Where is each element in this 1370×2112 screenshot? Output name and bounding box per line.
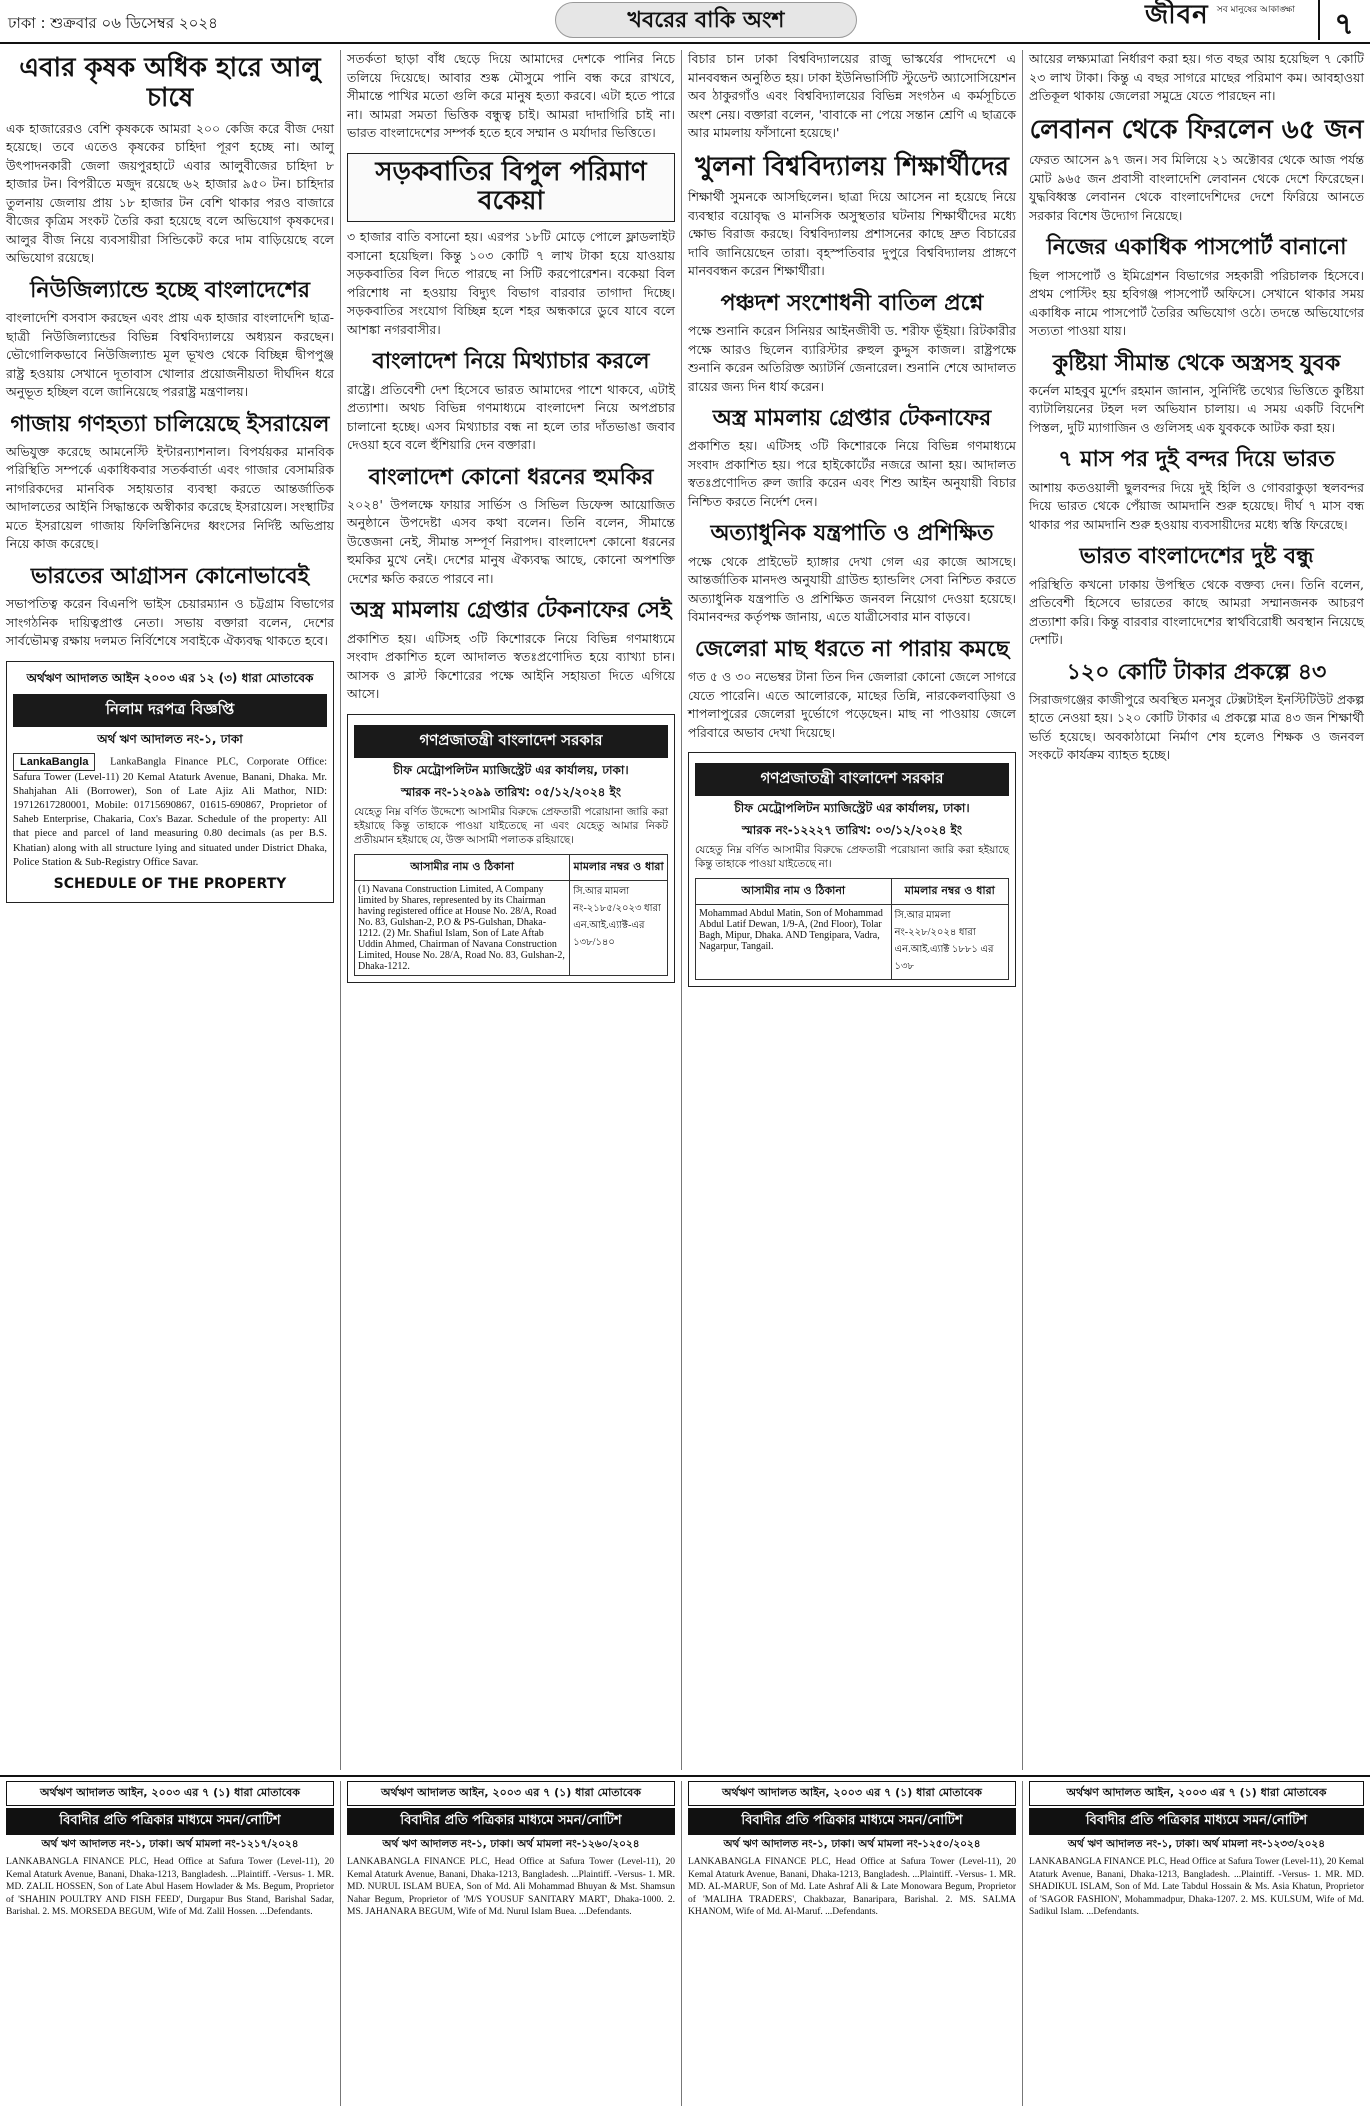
accused-table [695, 878, 1009, 980]
story-body: শিক্ষার্থী সুমনকে আসছিলেন। ছাত্রা দিয়ে আসেন না হয়েছে নিয়ে ব্যবস্থার বয়োবৃদ্ধ ও মানসিক অসুস্থতার ঘটনায় শিক্ষার্থীদের মধ্যে ক্ষোভ বিরাজ করছে। বিশ্ববিদ্যালয় প্রশাসনের কাছে দ্রুত বিচারের দাবি জানিয়েছেন তারা। বৃহস্পতিবার দুপুরে বিশ্ববিদ্যালয় প্রাঙ্গণে মানববন্ধন করেন শিক্ষার্থীরা। [688, 189, 1016, 279]
schedule-heading: SCHEDULE OF THE PROPERTY [53, 875, 287, 892]
notice-suit: অর্থ ঋণ আদালত নং-১, ঢাকা। অর্থ মামলা নং-১২৫০/২০২৪ [723, 1838, 981, 1850]
page-number: ৭ [1318, 0, 1368, 40]
story-body: পক্ষে শুনানি করেন সিনিয়র আইনজীবী ড. শরীফ ভূঁইয়া। রিটকারীর পক্ষে আরও ছিলেন ব্যারিস্টার রুহুল কুদ্দুস কাজল। রাষ্ট্রপক্ষে শুনানি করেন অতিরিক্ত অ্যাটর্নি জেনারেল। শুনানি শেষে আদালত রায়ের জন্য দিন ধার্য করেন। [688, 323, 1016, 394]
story-fishermen [688, 637, 1016, 742]
headline: নিজের একাধিক পাসপোর্ট বানানো [1046, 235, 1347, 261]
case-details: সি.আর মামলা নং-২২৮/২০২৪ ধারা এন.আই.এ্যাক্ট ১৮৮১ এর ১৩৮ [891, 905, 1009, 980]
auction-notice [6, 661, 334, 903]
headline: বাংলাদেশ নিয়ে মিথ্যাচার করলে [372, 349, 650, 375]
story-body: বিচার চান ঢাকা বিশ্ববিদ্যালয়ের রাজু ভাস্কর্যের পাদদেশে এ মানববন্ধন অনুষ্ঠিত হয়। ঢাকা ইউনিভার্সিটি স্টুডেন্ট অ্যাসোসিয়েশন অব ঠাকুরগাঁও এবং বিশ্ববিদ্যালয়ের বিভিন্ন সংগঠন এ কর্মসূচিতে অংশ নেয়। বক্তারা বলেন, 'বাবাকে না পেয়ে সন্তান শ্রেণি এ ছাত্রকে আর মামলায় ফাঁসানো হয়েছে।' [688, 51, 1016, 140]
summons-notice-2 [341, 1781, 682, 2106]
headline: গাজায় গণহত্যা চালিয়েছে ইসরায়েল [10, 411, 330, 437]
headline: সড়কবাতির বিপুল পরিমাণ বকেয়া [347, 153, 675, 223]
notice-act: অর্থঋণ আদালত আইন ২০০৩ এর ১২ (৩) ধারা মোতাবেক [26, 670, 314, 685]
accused-details: Mohammad Abdul Matin, Son of Mohammad Abdul Latif Dewan, 1/9-A, (2nd Floor), Tolar Bagh, Mipur, Dhaka. AND Tengipara, Vadra, Nagarpur, Tangail. [696, 905, 892, 980]
story-body: অভিযুক্ত করেছে আমনেস্টি ইন্টারন্যাশনাল। বিপর্যয়কর মানবিক পরিস্থিতি সম্পর্কে একাধিকবার সতর্কবার্তা এবং গাজার বেসামরিক নাগরিকদের মানবিক সহায়তার ব্যবস্থা করতে আন্তর্জাতিক আদালতের আইনি সিদ্ধান্তকে অস্বীকার করেছে ইসরায়েল। সংস্থাটির মতে ইসরায়েল গাজায় ফিলিস্তিনিদের ধ্বংসের নির্দিষ্ট অভিপ্রায় নিয়ে কাজ করেছে। [6, 443, 334, 552]
story-body: ৩ হাজার বাতি বসানো হয়। এরপর ১৮টি মোড়ে পোলে ফ্লাডলাইট বসানো হয়েছিল। কিন্তু ১০৩ কোটি ৭ লাখ টাকা হয়ে যাওয়ায় সড়কবাতির বিল দিতে পারছে না সিটি করপোরেশন। বকেয়া বিল পরিশোধ না হওয়ায় বিদ্যুৎ বিভাগ বারবার তাগাদা দিচ্ছে। সড়কবাতির সংযোগ বিচ্ছিন্ন হলে শহর অন্ধকারে ডুবে যাবে বলে আশঙ্কা নগরবাসীর। [347, 229, 675, 337]
headline: পঞ্চদশ সংশোধনী বাতিল প্রশ্নে [720, 290, 984, 316]
masthead-logo [1145, 2, 1295, 38]
story-teknaf-arrest [688, 406, 1016, 511]
story-body: প্রকাশিত হয়। এটিসহ ৩টি কিশোরকে নিয়ে বিভিন্ন গণমাধ্যমে সংবাদ প্রকাশিত হয়। পরে হাইকোর্টের নজরে আনা হয়। আদালত স্বতঃপ্রণোদিত রুল জারি করেন এবং শিশু আইন অনুযায়ী বিচার নিশ্চিত করতে নির্দেশ দেন। [688, 438, 1016, 509]
notice-text: LankaBangla Finance PLC, Corporate Office: Safura Tower (Level-11) 20 Kemal Ataturk Avenue, Banani, Dhaka. Mr. Shahjahan Ali (Borrower), Son of Late Ajiz Ali Mathor, NID: 19712617280001, Mobile: 01715690867, 01615-690867, Proprietor of Saheb Enterprise, Chakaria, Cox's Bazar. Schedule of the property: All that piece and parcel of land measuring 0.80 decimals (as per B.S. Khatian) along with all structure lying and situated under District Dhaka, Police Station & Sub-Registry Office Savar. [13, 756, 328, 868]
notice-act: অর্থঋণ আদালত আইন, ২০০৩ এর ৭ (১) ধারা মোতাবেক [688, 1781, 1016, 1806]
story-body: বাংলাদেশি বসবাস করছেন এবং প্রায় এক হাজার বাংলাদেশি ছাত্র-ছাত্রী নিউজিল্যান্ডের বিভিন্ন বিশ্ববিদ্যালয়ে অধ্যয়ন করছেন। ভৌগোলিকভাবে নিউজিল্যান্ড মূল ভূখণ্ড থেকে বিচ্ছিন্ন দ্বীপপুঞ্জ রাষ্ট্র হওয়ায় সেখানে দূতাবাস খোলার প্রয়োজনীয়তা দীর্ঘদিন ধরে অনুভূত হচ্ছিল বলে জানিয়েছে পররাষ্ট্র মন্ত্রণালয়। [6, 310, 334, 400]
notice-title: বিবাদীর প্রতি পত্রিকার মাধ্যমে সমন/নোটিশ [688, 1808, 1016, 1835]
accused-table [354, 854, 668, 976]
story-body: পক্ষে থেকে প্রাইভেট হ্যাঙ্গার দেখা গেল এর কাজে আসছে। আন্তর্জাতিক মানদণ্ড অনুযায়ী গ্রাউন্ড হ্যান্ডলিং সেবা নিশ্চিত করতে অত্যাধুনিক যন্ত্রপাতি ও প্রশিক্ষিত জনবল নিয়োগ দেওয়া হয়েছে। বিমানবন্দর কর্তৃপক্ষ জানায়, এতে যাত্রীসেবার মান বাড়বে। [688, 553, 1016, 625]
notice-title: বিবাদীর প্রতি পত্রিকার মাধ্যমে সমন/নোটিশ [347, 1808, 675, 1835]
notice-body: LANKABANGLA FINANCE PLC, Head Office at Safura Tower (Level-11), 20 Kemal Ataturk Avenue, Banani, Dhaka-1213, Bangladesh. ...Plaintiff. -Versus- 1. MR. MD. NURUL ISLAM BUEA, Son of Md. Ali Mohammad Bhuyan & Mst. Shamsun Nahar Begum, Proprietor of 'M/S YOUSUF SANITARY MART', Dhaka-1000. 2. MS. JAHANARA BEGUM, Wife of Md. Nurul Islam Buea. ...Defendants. [347, 1857, 675, 1918]
story-khulna-university [688, 153, 1016, 281]
story-body: ফেরত আসেন ৯৭ জন। সব মিলিয়ে ২১ অক্টোবর থেকে আজ পর্যন্ত মোট ৯৬৫ জন প্রবাসী বাংলাদেশি লেবানন থেকে দেশে ফিরেছেন। যুদ্ধবিধ্বস্ত লেবানন থেকে বাংলাদেশিদের দেশে ফিরিয়ে আনতে সরকার বিশেষ উদ্যোগ নিয়েছে। [1029, 152, 1364, 223]
page-header [0, 0, 1370, 44]
notice-body: যেহেতু নিম্ন বর্ণিত উদ্দেশ্যে আসামীর বিরুদ্ধে প্রেফতারী পরোয়ানা জারি করা হইয়াছে কিন্তু তাহাকে পাওয়া যাইতেছে না এবং যেহেতু আমার নিকট প্রতীয়মান হইয়াছে যে, উক্ত আসামী পলাতক রহিয়াছে। [354, 806, 668, 847]
summons-notice-3 [682, 1781, 1023, 2106]
notice-memo: স্মারক নং-১২০৯৯ তারিখ: ০৫/১২/২০২৪ ইং [400, 784, 622, 799]
story-body: আশায় কতওয়ালী ছুলবন্দর দিয়ে দুই হিলি ও গোবরাকুড়া স্থলবন্দর দিয়ে ভারত থেকে পেঁয়াজ আমদানি শুরু হয়েছে। দীর্ঘ ৭ মাস বন্ধ থাকার পর আমদানি শুরু হওয়ায় ব্যবসায়ীদের মধ্যে স্বস্তি ফিরেছে। [1029, 479, 1364, 532]
story-body: আয়ের লক্ষ্যমাত্রা নির্ধারণ করা হয়। গত বছর আয় হয়েছিল ৭ কোটি ২৩ লাখ টাকা। কিন্তু এ বছর সাগরে মাছের পরিমাণ কম। আবহাওয়া প্রতিকূল থাকায় জেলেরা সমুদ্রে যেতে পারছেন না। [1029, 51, 1364, 103]
notice-court: অর্থ ঋণ আদালত নং-১, ঢাকা [97, 731, 243, 746]
court-notice [688, 752, 1016, 987]
story-du-rally [688, 50, 1016, 143]
headline: ১২০ কোটি টাকার প্রকল্পে ৪৩ [1066, 659, 1327, 685]
story-body: গত ৫ ও ৩০ নভেম্বর টানা তিন দিন জেলারা কোনো জেলে সাগরে যেতে পারেনি। এতে আলোরকে, মাছের তিন্নি, নারকেলবাড়িয়া ও শাপলাপুরের জেলেরা দুর্ভোগে পড়েছেন। মাছ না পাওয়ায় জেলে পরিবারে অভাব দেখা দিয়েছে। [688, 669, 1016, 740]
headline: বাংলাদেশ কোনো ধরনের হুমকির [368, 464, 654, 490]
summons-notice-4 [1023, 1781, 1370, 2106]
notice-title: বিবাদীর প্রতি পত্রিকার মাধ্যমে সমন/নোটিশ [1029, 1808, 1364, 1835]
issue-date: ঢাকা : শুক্রবার ০৬ ডিসেম্বর ২০২৪ [8, 14, 218, 32]
story-body: পরিস্থিতি কখনো ঢাকায় উপস্থিত থেকে বক্তব্য দেন। তিনি বলেন, প্রতিবেশী হিসেবে ভারতের কাছে আমরা সম্মানজনক আচরণ প্রত্যাশা করি। কিন্তু বারবার বাংলাদেশের স্বার্থবিরোধী অবস্থান নিয়েছে দেশটি। [1029, 576, 1364, 648]
story-bad-friend [1029, 544, 1364, 649]
column-3 [682, 50, 1022, 1770]
story-body: রাষ্ট্রে। প্রতিবেশী দেশ হিসেবে ভারত আমাদের পাশে থাকবে, এটাই প্রত্যাশা। অথচ বিভিন্ন গণমাধ্যমে বাংলাদেশ নিয়ে অপপ্রচার চালানো হচ্ছে। এসব মিথ্যাচার বন্ধ না হলে তার দাঁতভাঙা জবাব দেওয়া হবে বলে হুঁশিয়ারি দেন বক্তারা। [347, 381, 675, 453]
column-1 [0, 50, 340, 1770]
story-body: প্রকাশিত হয়। এটিসহ ৩টি কিশোরকে নিয়ে বিভিন্ন গণমাধ্যমে সংবাদ প্রকাশিত হলে আদালত স্বতঃপ্রণোদিত হয়ে ব্যাখ্যা চান। আসক ও ব্লাস্ট কিশোরের পক্ষে আইনি সহায়তা দিতে এগিয়ে আসে। [347, 630, 675, 702]
story-ports [1029, 447, 1364, 534]
notice-act: অর্থঋণ আদালত আইন, ২০০৩ এর ৭ (১) ধারা মোতাবেক [6, 1781, 334, 1806]
case-details: সি.আর মামলা নং-২১৮৫/২০২৩ ধারা এন.আই.এ্যাক্ট-এর ১৩৮/১৪০ [570, 881, 668, 976]
story-no-threat [347, 465, 675, 589]
notice-memo: স্মারক নং-১২২২৭ তারিখ: ০৩/১২/২০২৪ ইং [741, 823, 963, 838]
story-body: কর্নেল মাহবুব মুর্শেদ রহমান জানান, সুনির্দিষ্ট তথ্যের ভিত্তিতে কুষ্টিয়া ব্যাটালিয়নের টহল দল অভিযান চালায়। এ সময় একটি বিদেশি পিস্তল, দুটি ম্যাগাজিন ও গুলিসহ এক যুবককে আটক করা হয়। [1029, 382, 1364, 435]
story-body: সতর্কতা ছাড়া বাঁধ ছেড়ে দিয়ে আমাদের দেশকে পানির নিচে তলিয়ে দিয়েছে। আবার শুষ্ক মৌসুমে পানি বন্ধ করে রাখবে, সীমান্তে পাখির মতো গুলি করে মানুষ হত্যা করবে। এটা হতে পারে না। আমরা সমতা ভিত্তিক বন্ধুত্ব চাই। আমরা দাদাগিরি চাই না। ভারত বাংলাদেশের সম্পর্ক হতে হবে সম্মান ও মর্যাদার ভিত্তিতে। [347, 51, 675, 140]
notice-government: গণপ্রজাতন্ত্রী বাংলাদেশ সরকার [695, 763, 1009, 796]
headline: খুলনা বিশ্ববিদ্যালয় শিক্ষার্থীদের [695, 151, 1009, 182]
story-body: এক হাজারেরও বেশি কৃষককে আমরা ২০০ কেজি করে বীজ দেয়া হয়েছে। তবে এতেও কৃষকের চাহিদা পূরণ হচ্ছে না। আলু উৎপাদনকারী জেলা জয়পুরহাটে এবার আলুবীজের চাহিদা ৮ হাজার টন। বিপরীতে মজুদ রয়েছে ৬২ হাজার ৯৫০ টন। চাহিদার তুলনায় জেলায় প্রায় ১৮ হাজার টন বেশি থাকার পরও বাজারে বীজের কৃত্রিম সংকট তৈরি করা হয়েছে বলে অভিযোগ কৃষকদের। আলুর বীজ নিয়ে ব্যবসায়ীরা সিন্ডিকেট করে দাম বাড়িয়েছে বলে অভিযোগ রয়েছে। [6, 120, 334, 266]
table-row [696, 905, 1009, 980]
notice-body: LANKABANGLA FINANCE PLC, Head Office at Safura Tower (Level-11), 20 Kemal Ataturk Avenue, Banani, Dhaka-1213, Bangladesh. ...Plaintiff. -Versus- 1. MR. MD. SHADIKUL ISLAM, Son of Md. Late Tabdul Hossain & Ms. Asia Khatun, Proprietor of 'SAGOR FASHION', Mohammadpur, Dhaka-1207. 2. MS. KULSUM, Wife of Md. Sadikul Islam. ...Defendants. [1029, 1857, 1364, 1918]
story-project [1029, 660, 1364, 765]
lankabangla-logo: LankaBangla [13, 753, 95, 771]
notice-government: গণপ্রজাতন্ত্রী বাংলাদেশ সরকার [354, 725, 668, 758]
story-india-continued [347, 50, 675, 143]
section-title: খবরের বাকি অংশ [555, 2, 857, 38]
notice-body: যেহেতু নিম্ন বর্ণিত আসামীর বিরুদ্ধে প্রেফতারী পরোয়ানা জারি করা হইয়াছে কিন্তু তাহাকে পাওয়া যাইতেছে না। [695, 845, 1009, 871]
masthead-name: জীবন [1145, 0, 1209, 30]
story-body: ছিল পাসপোর্ট ও ইমিগ্রেশন বিভাগের সহকারী পরিচালক হিসেবে। প্রথম পোস্টিং হয় হবিগঞ্জ পাসপোর্ট অফিসে। সেখানে থাকার সময় একাধিক নামে পাসপোর্ট তৈরির অভিযোগ ওঠে। তদন্তে অভিযোগের সত্যতা পাওয়া যায়। [1029, 267, 1364, 339]
story-potato [6, 54, 334, 268]
story-body: সভাপতিত্ব করেন বিএনপি ভাইস চেয়ারম্যান ও চট্টগ্রাম বিভাগের সাংগঠনিক দায়িত্বপ্রাপ্ত নেতা। সভায় বক্তারা বলেন, দেশের সার্বভৌমত্ব রক্ষায় দলমত নির্বিশেষে সবাইকে ঐক্যবদ্ধ থাকতে হবে। [6, 596, 334, 649]
headline: ভারত বাংলাদেশের দুষ্ট বন্ধু [1079, 544, 1314, 570]
story-newzealand [6, 278, 334, 402]
notice-act: অর্থঋণ আদালত আইন, ২০০৩ এর ৭ (১) ধারা মোতাবেক [347, 1781, 675, 1806]
legal-notices-strip [0, 1775, 1370, 2112]
story-fish-revenue [1029, 50, 1364, 106]
story-15th-amendment [688, 291, 1016, 396]
story-modern-equipment [688, 521, 1016, 626]
headline: এবার কৃষক অধিক হারে আলু চাষে [19, 53, 321, 113]
story-kushtia [1029, 351, 1364, 438]
notice-suit: অর্থ ঋণ আদালত নং-১, ঢাকা। অর্থ মামলা নং-১২৬০/২০২৪ [382, 1838, 640, 1850]
notice-body [13, 753, 327, 870]
story-propaganda [347, 349, 675, 454]
table-row [355, 881, 668, 976]
notice-office: চীফ মেট্রোপলিটন ম্যাজিস্ট্রেট এর কার্যালয়, ঢাকা। [734, 801, 970, 816]
headline: অস্ত্র মামলায় গ্রেপ্তার টেকনাফের [712, 406, 992, 432]
story-streetlight [347, 153, 675, 340]
headline: অস্ত্র মামলায় গ্রেপ্তার টেকনাফের সেই [350, 598, 672, 624]
column-4 [1023, 50, 1370, 1770]
masthead-tagline: সব মানুষের আকাঙ্ক্ষা [1216, 5, 1295, 15]
notice-suit: অর্থ ঋণ আদালত নং-১, ঢাকা। অর্থ মামলা নং-১২১৭/২০২৪ [41, 1838, 299, 1850]
table-header-case: মামলার নম্বর ও ধারা [570, 855, 668, 881]
notice-suit: অর্থ ঋণ আদালত নং-১, ঢাকা। অর্থ মামলা নং-১২৩৩/২০২৪ [1067, 1838, 1326, 1850]
headline: অত্যাধুনিক যন্ত্রপাতি ও প্রশিক্ষিত [710, 521, 994, 547]
headline: ৭ মাস পর দুই বন্দর দিয়ে ভারত [1058, 447, 1335, 473]
notice-body: LANKABANGLA FINANCE PLC, Head Office at Safura Tower (Level-11), 20 Kemal Ataturk Avenue, Banani, Dhaka-1213, Bangladesh. ...Plaintiff. -Versus- 1. MR. MD. AL-MARUF, Son of Md. Late Ashraf Ali & Late Monowara Begum, Proprietor of 'MALIHA TRADERS', Chakbazar, Banaripara, Barishal. 2. MS. SALMA KHANOM, Wife of Md. Al-Maruf. ...Defendants. [688, 1857, 1016, 1918]
story-india-aggression [6, 564, 334, 651]
table-header-name: আসামীর নাম ও ঠিকানা [696, 879, 892, 905]
notice-body: LANKABANGLA FINANCE PLC, Head Office at Safura Tower (Level-11), 20 Kemal Ataturk Avenue, Banani, Dhaka-1213, Bangladesh. ...Plaintiff. -Versus- 1. MR. MD. ZALIL HOSSEN, Son of Late Abul Hasem Howlader & Ms. Begum, Proprietor of 'SHAHIN POULTRY AND FISH FEED', Durgapur Bus Stand, Barishal Sadar, Barishal. 2. MS. MORSEDA BEGUM, Wife of Md. Zalil Hossen. ...Defendants. [6, 1857, 334, 1918]
notice-title: নিলাম দরপত্র বিজ্ঞপ্তি [13, 694, 327, 727]
headline: কুষ্টিয়া সীমান্ত থেকে অস্ত্রসহ যুবক [1052, 350, 1341, 376]
story-gaza [6, 412, 334, 554]
notice-title: বিবাদীর প্রতি পত্রিকার মাধ্যমে সমন/নোটিশ [6, 1808, 334, 1835]
headline: নিউজিল্যান্ডে হচ্ছে বাংলাদেশের [30, 277, 310, 303]
story-body: সিরাজগঞ্জের কাজীপুরে অবস্থিত মনসুর টেক্সটাইল ইনস্টিটিউট প্রকল্প হাতে নেওয়া হয়। ১২০ কোটি টাকার এ প্রকল্পে মাত্র ৪৩ জন শিক্ষার্থী ভর্তি হয়েছে। অবকাঠামো নির্মাণ শেষ হলেও শিক্ষক ও জনবল সংকটে কার্যক্রম ব্যাহত হচ্ছে। [1029, 691, 1364, 763]
story-lebanon [1029, 116, 1364, 226]
headline: ভারতের আগ্রাসন কোনোভাবেই [30, 563, 310, 589]
story-teknaf-arms [347, 598, 675, 703]
story-body: ২০২৪' উপলক্ষে ফায়ার সার্ভিস ও সিভিল ডিফেন্স আয়োজিত অনুষ্ঠানে উপদেষ্টা এসব কথা বলেন। তিনি বলেন, সীমান্তে উত্তেজনা নেই, সীমান্ত সম্পূর্ণ নিরাপদ। বাংলাদেশ কোনো ধরনের হুমকির মুখে নেই। দেশের মানুষ ঐক্যবদ্ধ আছে, কোনো অপশক্তি দেশের ক্ষতি করতে পারবে না। [347, 496, 675, 586]
accused-details: (1) Navana Construction Limited, A Company limited by Shares, represented by its Chairman having registered office at House No. 28/A, Road No. 83, Gulshan-2, P.O & PS-Gulshan, Dhaka-1212. (2) Mr. Shafiul Islam, Son of Late Aftab Uddin Ahmed, Chairman of Navana Construction Limited, House No. 28/A, Road No. 83, Gulshan-2, Dhaka-1212. [355, 881, 570, 976]
headline: লেবানন থেকে ফিরলেন ৬৫ জন [1029, 114, 1364, 145]
table-header-name: আসামীর নাম ও ঠিকানা [355, 855, 570, 881]
story-passport [1029, 235, 1364, 340]
notice-office: চীফ মেট্রোপলিটন ম্যাজিস্ট্রেট এর কার্যালয়, ঢাকা। [393, 762, 629, 777]
notice-act: অর্থঋণ আদালত আইন, ২০০৩ এর ৭ (১) ধারা মোতাবেক [1029, 1781, 1364, 1806]
column-2 [341, 50, 681, 1770]
headline: জেলেরা মাছ ধরতে না পারায় কমছে [694, 636, 1010, 662]
table-header-case: মামলার নম্বর ও ধারা [891, 879, 1009, 905]
summons-notice-1 [0, 1781, 341, 2106]
court-notice [347, 714, 675, 984]
